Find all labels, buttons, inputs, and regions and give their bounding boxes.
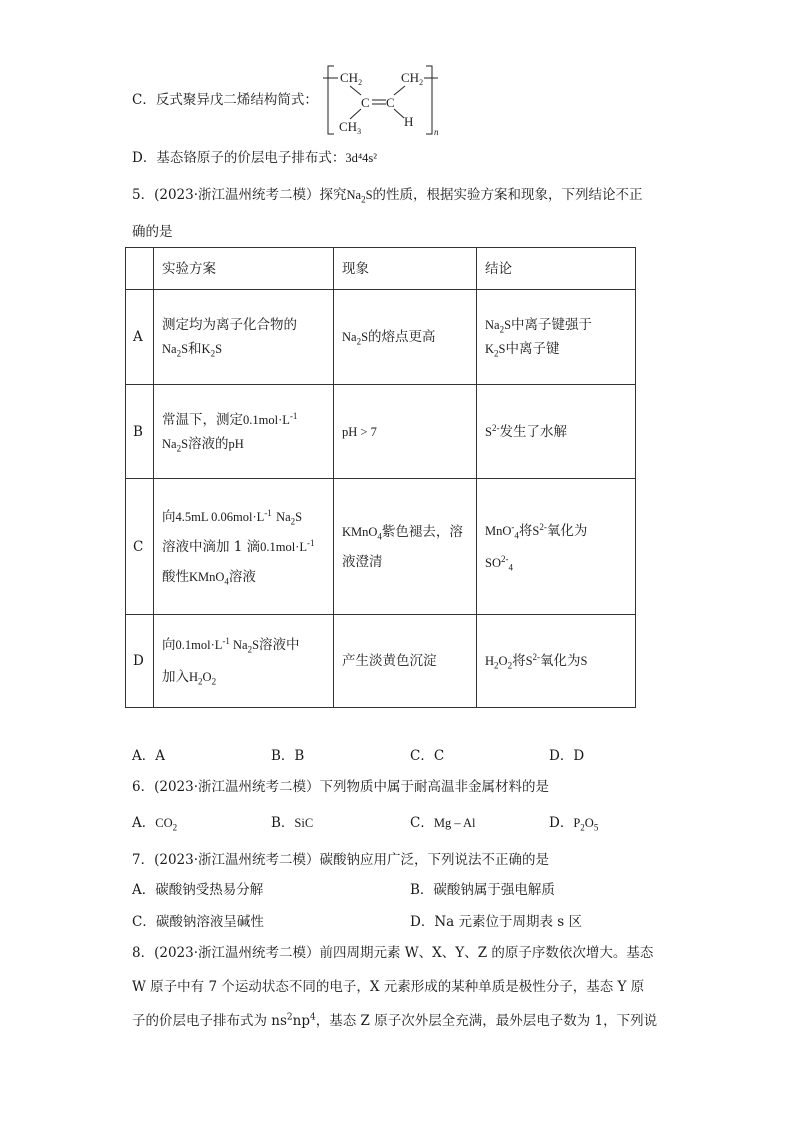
table-row bbox=[126, 479, 636, 615]
row-label: A bbox=[126, 290, 154, 385]
q6-stem: 6．(2023·浙江温州统考二模）下列物质中属于耐高温非金属材料的是 bbox=[132, 779, 550, 795]
q4-option-d-text: D．基态铬原子的价层电子排布式： bbox=[132, 150, 346, 166]
polyisoprene-structure bbox=[320, 62, 450, 138]
q7-option-b[interactable]: B．碳酸钠属于强电解质 bbox=[410, 882, 555, 898]
ch2-right-label: $CH_2$ bbox=[401, 70, 424, 87]
row-phenomenon: pH > 7 bbox=[334, 385, 477, 479]
ch3-label: $CH_3$ bbox=[339, 119, 362, 136]
table-row bbox=[126, 615, 636, 708]
header-plan: 实验方案 bbox=[154, 248, 334, 290]
q8-line1: 8．(2023·浙江温州统考二模）前四周期元素 W、X、Y、Z 的原子序数依次增大。基态 bbox=[132, 945, 654, 961]
q4-option-d bbox=[132, 148, 377, 168]
q5-stem-text-c: 确的是 bbox=[132, 224, 173, 240]
q8-line2: W 原子中有 7 个运动状态不同的电子，X 元素形成的某种单质是极性分子，基态 Y 原 bbox=[132, 979, 645, 995]
header-phenomenon: 现象 bbox=[334, 248, 477, 290]
table-row bbox=[126, 290, 636, 385]
q7-stem: 7．(2023·浙江温州统考二模）碳酸钠应用广泛，下列说法不正确的是 bbox=[132, 852, 550, 868]
row-plan: 测定均为离子化合物的 $Na_2S$和$K_2S$ bbox=[154, 290, 334, 385]
q8-line3: 子的价层电子排布式为 $ns^2np^4$，基态 Z 原子次外层全充满，最外层电子数为 1，下列说 bbox=[132, 1012, 658, 1029]
q5-option-c[interactable]: C．C bbox=[410, 748, 445, 764]
experiment-table bbox=[125, 247, 636, 708]
q6-option-d[interactable]: D．$P_2O_5$ bbox=[549, 815, 599, 833]
table-row bbox=[126, 385, 636, 479]
q5-option-a[interactable]: A．A bbox=[132, 748, 165, 764]
row-conclusion: MnO-$_4$将$S^{2-}$氧化为 $SO^{2-}_4$ bbox=[477, 479, 636, 615]
left-bracket bbox=[328, 66, 334, 134]
row-label: C bbox=[126, 479, 154, 615]
row-conclusion: $H_2O_2$将$S^{2-}$氧化为S bbox=[477, 615, 636, 708]
header-label bbox=[126, 248, 154, 290]
q7-option-a[interactable]: A．碳酸钠受热易分解 bbox=[132, 882, 264, 898]
q5-stem-text-b: 的性质，根据实验方案和现象，下列结论不正 bbox=[372, 187, 643, 203]
chromium-config: 3d⁴4s² bbox=[345, 151, 378, 165]
row-conclusion: $S^{2-}$发生了水解 bbox=[477, 385, 636, 479]
q5-stem-line1 bbox=[132, 185, 643, 205]
q6-option-c[interactable]: C．Mg – Al bbox=[410, 815, 476, 831]
q5-stem-line2 bbox=[132, 222, 173, 242]
q5-stem-text-a: 5．(2023·浙江温州统考二模）探究 bbox=[132, 187, 347, 203]
c-right-label: C bbox=[386, 95, 395, 110]
q5-option-d[interactable]: D．D bbox=[549, 748, 585, 764]
row-phenomenon: 产生淡黄色沉淀 bbox=[334, 615, 477, 708]
h-label: H bbox=[404, 114, 414, 129]
q7-option-d[interactable]: D．Na 元素位于周期表 s 区 bbox=[410, 914, 582, 930]
q5-option-b[interactable]: B．B bbox=[271, 748, 305, 764]
q6-option-a[interactable]: A．$CO_2$ bbox=[132, 815, 178, 833]
n-label: n bbox=[434, 127, 439, 137]
row-conclusion: $Na_2S$中离子键强于 $K_2S$中离子键 bbox=[477, 290, 636, 385]
row-plan: 常温下，测定$0.1mol\cdot L^{-1}$ $Na_2S$溶液的pH bbox=[154, 385, 334, 479]
c-left-label: C bbox=[361, 95, 370, 110]
header-conclusion: 结论 bbox=[477, 248, 636, 290]
row-label: B bbox=[126, 385, 154, 479]
row-phenomenon: $Na_2S$的熔点更高 bbox=[334, 290, 477, 385]
q6-option-b[interactable]: B．SiC bbox=[271, 815, 314, 831]
q7-option-c[interactable]: C．碳酸钠溶液呈碱性 bbox=[132, 914, 264, 930]
right-bracket bbox=[426, 66, 432, 134]
table-header-row bbox=[126, 248, 636, 290]
ch2-left-label: $CH_2$ bbox=[340, 70, 363, 87]
row-phenomenon: KMnO$_4$紫色褪去，溶 液澄清 bbox=[334, 479, 477, 615]
na2s-formula: $Na_2S$ bbox=[346, 188, 373, 205]
q4-option-c bbox=[132, 90, 318, 110]
row-plan: 向4.5mL $0.06mol\cdot L^{-1}$ $Na_2S$ 溶液中滴加 1 滴$0.1mol\cdot L^{-1}$ 酸性KMnO$_4$溶液 bbox=[154, 479, 334, 615]
row-label: D bbox=[126, 615, 154, 708]
q4-option-c-text: C．反式聚异戊二烯结构简式： bbox=[132, 92, 318, 108]
row-plan: 向$0.1mol\cdot L^{-1}$ $Na_2S$溶液中 加入$H_2O_2$ bbox=[154, 615, 334, 708]
